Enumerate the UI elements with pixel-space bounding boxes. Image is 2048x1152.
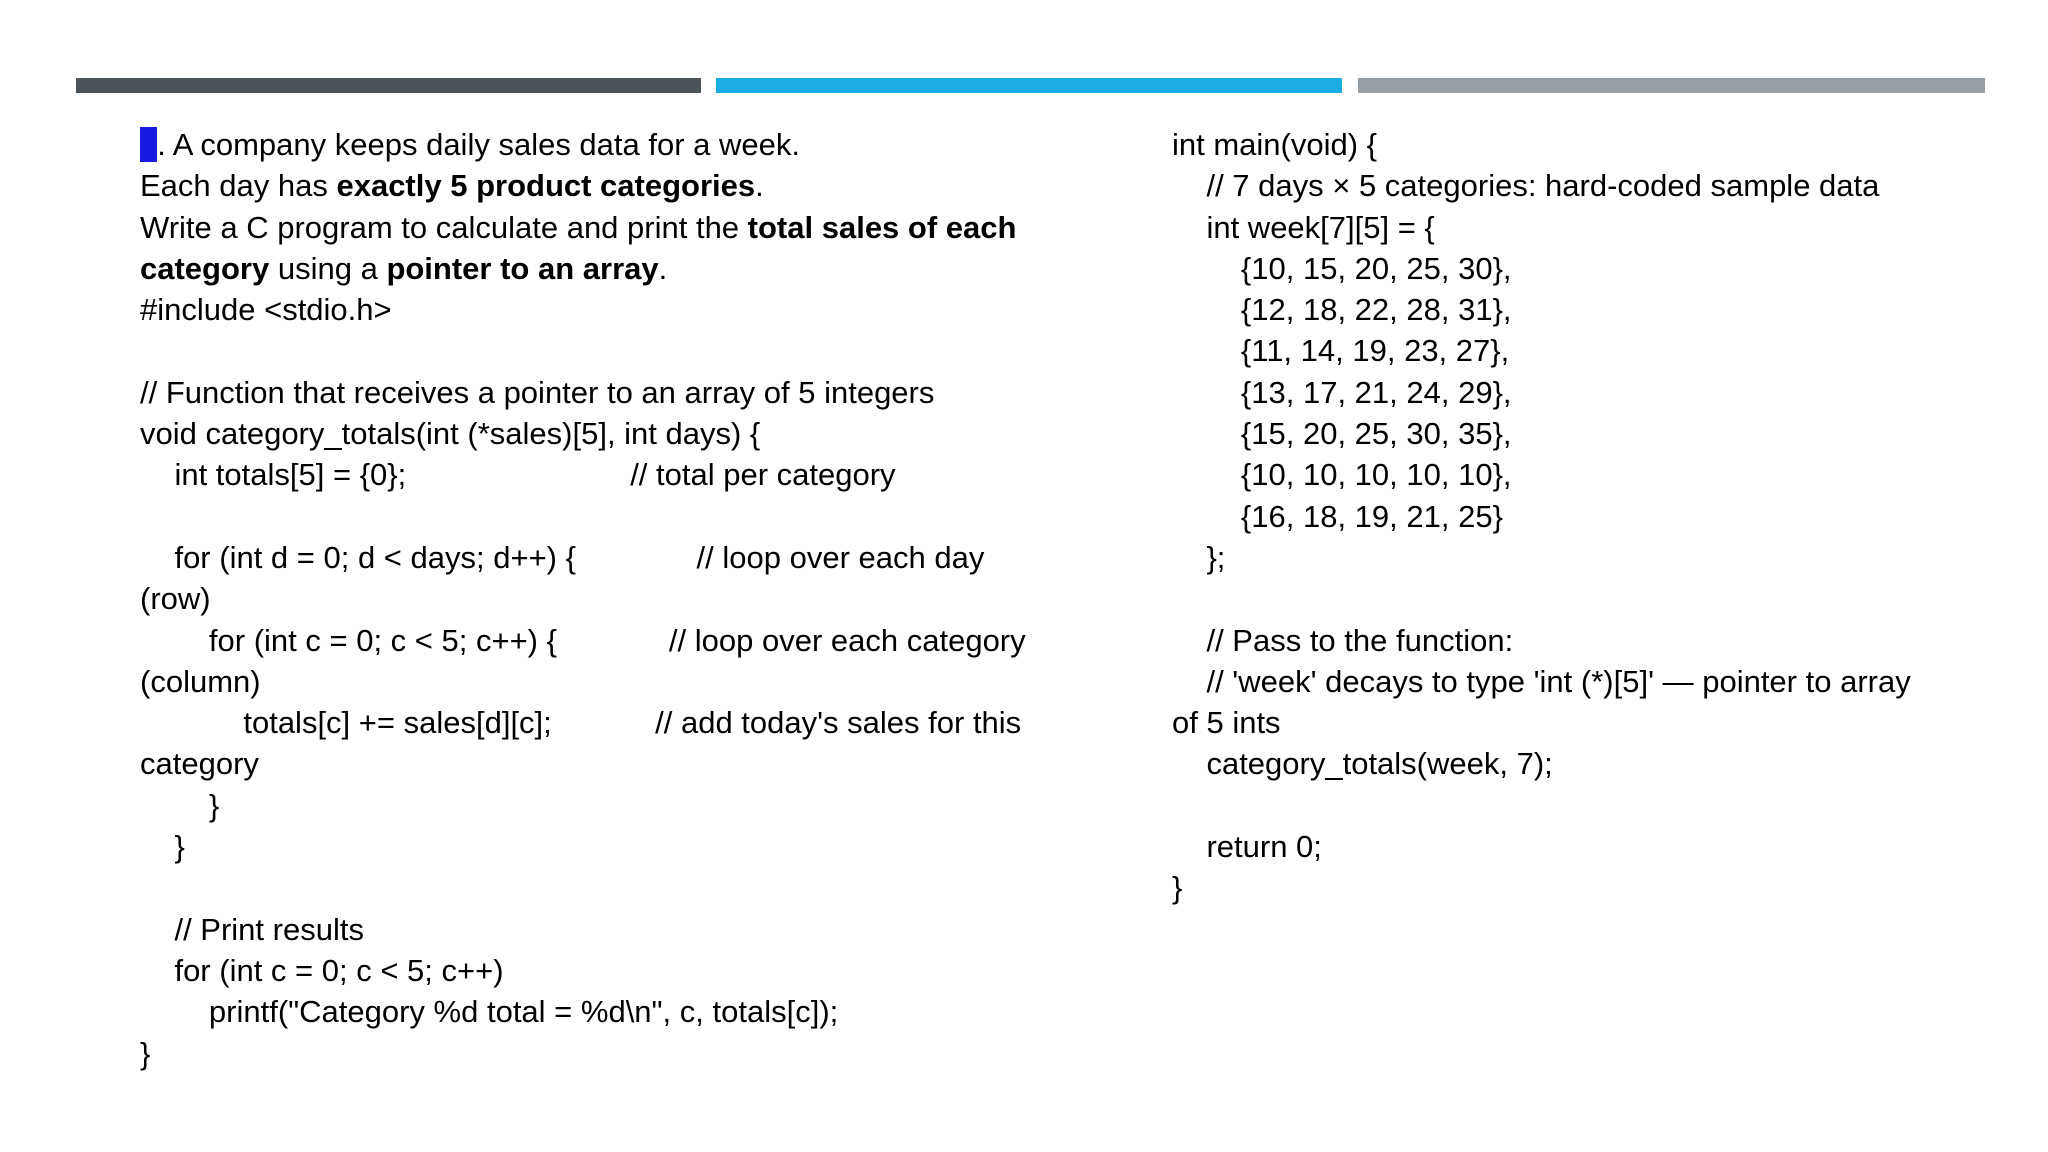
code-line: int week[7][5] = { [1172,209,1435,245]
code-line [1172,578,1972,619]
left-column [140,124,1085,1074]
code-line: {15, 20, 25, 30, 35}, [1172,416,1512,452]
problem-emphasis: pointer to an array [386,250,659,286]
problem-emphasis: category [140,250,270,286]
problem-text: Each day has [140,168,337,204]
problem-text: . [658,250,668,286]
code-line: }; [1172,539,1226,575]
code-line: (column) [140,663,261,699]
problem-line-3 [140,207,1085,248]
problem-text: . A company keeps daily sales data for a week. [157,127,801,162]
code-line [1172,785,1972,826]
code-line: } [1172,870,1183,906]
code-line: category [140,746,259,782]
code-line: {16, 18, 19, 21, 25} [1172,498,1503,534]
code-line: // 'week' decays to type 'int (*)[5]' — pointer to array [1172,663,1911,699]
code-line: int main(void) { [1172,127,1378,162]
code-line: {10, 15, 20, 25, 30}, [1172,250,1512,286]
code-line [140,867,1085,908]
problem-line-4 [140,248,1085,289]
code-line: } [140,1035,151,1071]
code-line: int totals[5] = {0}; // total per category [140,457,896,493]
problem-line-1 [140,124,1085,165]
code-line: void category_totals(int (*sales)[5], int days) { [140,416,761,452]
header-bar-dark [76,78,701,93]
code-line: for (int d = 0; d < days; d++) { // loop over each day [140,539,985,575]
problem-number: 4 [140,127,158,162]
problem-emphasis: total sales of each [747,209,1017,245]
code-line: // 7 days × 5 categories: hard-coded sample data [1172,168,1880,204]
code-line: // Print results [140,911,364,947]
problem-text: using a [269,250,387,286]
code-line: (row) [140,581,211,617]
code-line [140,496,1085,537]
problem-text: . [755,168,764,204]
problem-line-2 [140,165,1085,206]
code-line: printf("Category %d total = %d\n", c, totals[c]); [140,994,839,1030]
code-line [140,330,1085,371]
code-line: return 0; [1172,829,1322,865]
code-line: } [140,787,220,823]
code-line: #include <stdio.h> [140,292,392,328]
header-bar-gray [1358,78,1985,93]
code-line: } [140,829,185,865]
code-line: {10, 10, 10, 10, 10}, [1172,457,1512,493]
code-line: {11, 14, 19, 23, 27}, [1172,333,1510,369]
code-line: // Pass to the function: [1172,622,1514,658]
right-column [1172,124,1972,909]
header-bar-blue [716,78,1342,93]
code-line: of 5 ints [1172,705,1281,741]
code-line: totals[c] += sales[d][c]; // add today's sales for this [140,705,1022,741]
code-line: {12, 18, 22, 28, 31}, [1172,292,1512,328]
problem-emphasis: exactly 5 product categories [336,168,756,204]
code-line: for (int c = 0; c < 5; c++) [140,952,504,988]
code-line: for (int c = 0; c < 5; c++) { // loop over each category [140,622,1026,658]
code-line: {13, 17, 21, 24, 29}, [1172,374,1512,410]
code-line: // Function that receives a pointer to an array of 5 integers [140,374,935,410]
code-line: category_totals(week, 7); [1172,746,1553,782]
left-code-block [140,289,1085,1074]
problem-text: Write a C program to calculate and print the [140,209,748,245]
right-code-block [1172,124,1972,909]
